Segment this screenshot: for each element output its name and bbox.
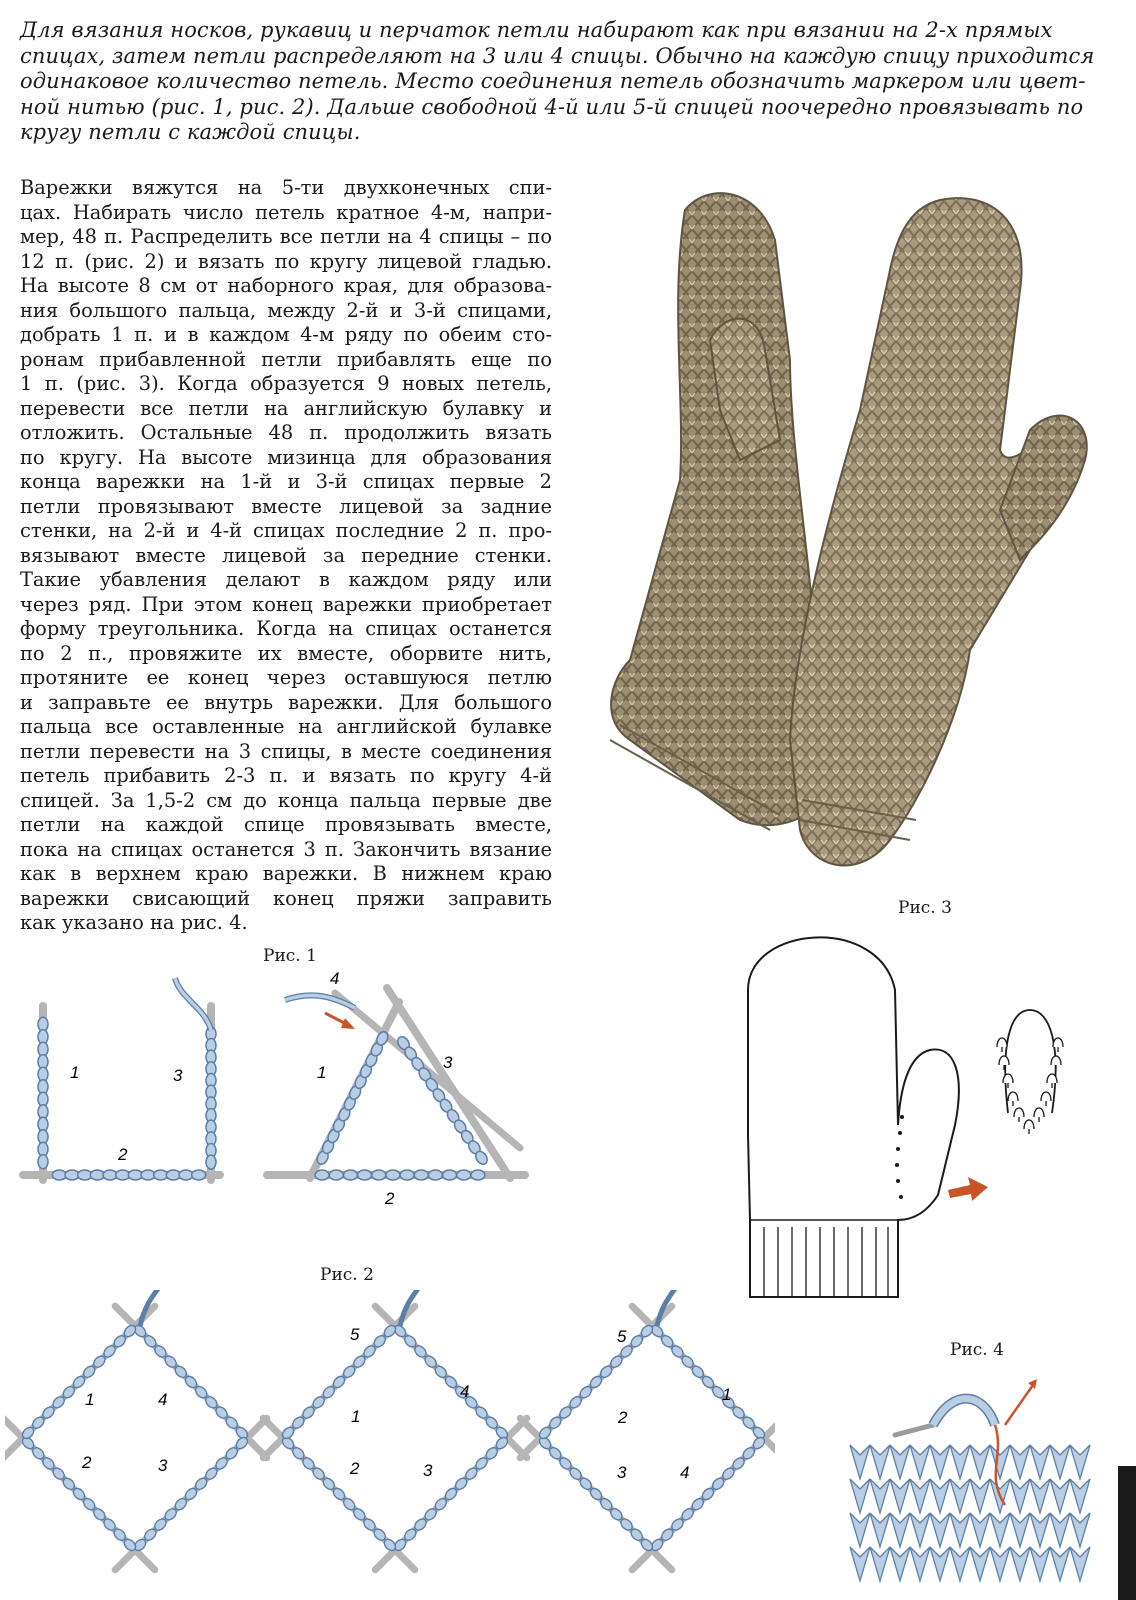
instructions-line: Такие убавления делают в каждом ряду или [20,568,552,591]
fig2-label: 1 [351,1407,361,1426]
fig1-label: 2 [118,1145,128,1164]
intro-line: Для вязания носков, рукавиц и перчаток петли набирают как при вязании на 2-х прямых [20,18,1053,42]
fig4-caption: Рис. 4 [950,1340,1004,1360]
instructions-line: спицей. За 1,5-2 см до конца пальца первые две [20,788,552,812]
instructions-line: перевести все петли на английскую булавку и [20,396,552,420]
instructions-line: добрать 1 п. и в каждом 4-м ряду по обеим сто- [20,323,552,346]
fig1-label: 3 [443,1053,453,1072]
instructions-line: как указано на рис. 4. [20,911,248,934]
fig1-triangle-needles [267,988,525,1178]
instructions-line: форму треугольника. Когда на спицах останется [20,617,552,640]
instructions-line: цах. Набирать число петель кратное 4-м, напри- [20,200,552,224]
instructions-line: варежки свисающий конец пряжи заправить [20,886,552,910]
instructions-line: Варежки вяжутся на 5-ти двухконечных спи- [20,176,552,199]
instructions-line: петли перевести на 3 спицы, в месте соединения [20,739,552,763]
instructions-line: стенки, на 2-й и 4-й спицах последние 2 п. про- [20,519,552,542]
instructions-line: через ряд. При этом конец варежки приобретает [20,592,552,616]
fig2-label: 4 [460,1382,470,1401]
instructions-line: ния большого пальца, между 2-й и 3-й спицами, [20,298,552,322]
instructions-line: вязывают вместе лицевой за передние стенки. [20,543,552,567]
intro-line: ной нитью (рис. 1, рис. 2). Дальше свободной 4-й или 5-й спицей поочередно провязывать по [20,94,1084,119]
fig2-label: 1 [722,1385,732,1404]
instructions-line: пальца все оставленные на английской булавке [20,715,552,738]
fig1-label: 3 [173,1066,183,1085]
intro-line: одинаковое количество петель. Место соединения петель обозначить маркером или цвет- [20,69,1086,93]
instructions-line: по 2 п., провяжите их вместе, оборвите нить, [20,641,552,665]
instructions-line: отложить. Остальные 48 п. продолжить вязать [20,421,552,444]
fig2-label: 5 [350,1325,360,1344]
sewing-needle [895,1425,933,1435]
fig2-square-2 [263,1290,527,1570]
instructions-line: На высоте 8 см от наборного края, для образова- [20,274,552,297]
fig2-label: 5 [617,1327,627,1346]
fig1-label: 2 [385,1189,395,1208]
fig2-label: 2 [618,1408,628,1427]
fig3-caption: Рис. 3 [898,898,952,918]
instructions-line: пока на спицах останется 3 п. Закончить вязание [20,837,552,861]
mittens-photo [590,180,1110,900]
instructions-line: 1 п. (рис. 3). Когда образуется 9 новых петель, [20,372,552,395]
intro-line: кругу петли с каждой спицы. [20,120,361,144]
fig2-label: 3 [617,1463,627,1482]
gusset-stitches [997,1038,1063,1134]
fig2-label: 2 [350,1459,360,1478]
fig2-label: 3 [158,1456,168,1475]
mitten-outline [748,937,959,1297]
fig2-diagram [5,1290,775,1600]
page-edge-marker [1118,1466,1136,1600]
instructions-line: ронам прибавленной петли прибавлять еще по [20,347,552,371]
fig2-label: 1 [85,1390,95,1409]
instructions-line: петли провязывают вместе лицевой за задние [20,494,552,518]
fig2-label: 4 [158,1390,168,1409]
intro-line: спицах, затем петли распределяют на 3 или 4 спицы. Обычно на каждую спицу приходится [20,43,1095,68]
instructions-line: мер, 48 п. Распределить все петли на 4 спицы – по [20,225,552,248]
instructions-line: петель прибавить 2-3 п. и вязать по кругу 4-й [20,764,552,787]
instructions-text [20,176,552,936]
knit-fabric [850,1445,1090,1581]
fig3-diagram [730,915,1090,1315]
arrow-icon [948,1177,988,1201]
fig2-label: 3 [423,1461,433,1480]
fig1-label: 4 [330,969,340,988]
fig1-diagram [15,968,535,1208]
instructions-line: конца варежки на 1-й и 3-й спицах первые 2 [20,470,552,493]
fig1-label: 1 [70,1063,80,1082]
fig2-label: 2 [82,1453,92,1472]
fig2-caption: Рис. 2 [320,1265,374,1285]
fig1-label: 1 [317,1063,327,1082]
fig2-square-1 [5,1290,267,1570]
instructions-line: петли на каждой спице провязывать вместе, [20,813,552,836]
instructions-line: как в верхнем краю варежки. В нижнем краю [20,862,552,885]
instructions-line: протяните ее конец через оставшуюся петлю [20,666,552,689]
fig1-caption: Рис. 1 [263,946,317,966]
fig4-diagram [845,1365,1105,1595]
fig2-label: 4 [680,1463,690,1482]
instructions-line: по кругу. На высоте мизинца для образования [20,445,552,469]
instructions-line: и заправьте ее внутрь варежки. Для большого [20,690,552,714]
instructions-line: 12 п. (рис. 2) и вязать по кругу лицевой гладью. [20,249,552,273]
intro-paragraph [20,18,1115,146]
fig2-square-3 [520,1290,775,1570]
